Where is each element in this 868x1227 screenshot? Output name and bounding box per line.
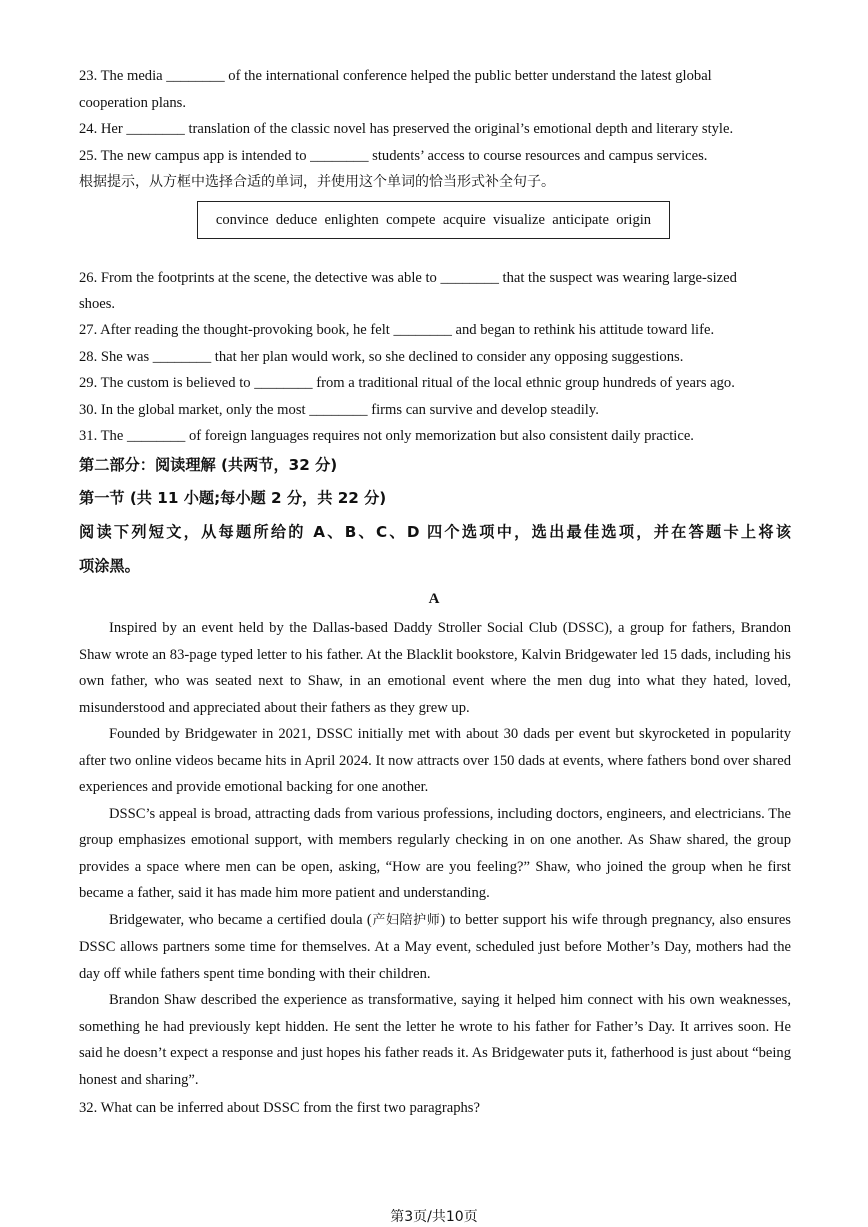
question-26-line2: shoes.	[79, 296, 116, 312]
paragraph-5: Brandon Shaw described the experience as transformative, saying it helped him connect with his own weaknesses, something he had previously kept hidden. He sent the letter he wrote to his father for Father’s Day. It arrives soon. He said he doesn’t expect a response and just hopes his father reads it. As Bridgewater puts it, fatherhood is just about “being honest and sharing”.	[79, 992, 791, 1088]
section-2-heading: 第二部分：阅读理解 (共两节，32 分)	[79, 456, 338, 474]
page-footer: 第3页/共10页	[390, 1209, 478, 1225]
paragraph-4-after: ) to better support his wife through pregnancy, also ensures DSSC allows partners some time for themselves. At a May event, scheduled just before Mother’s Day, mothers had the day off while fathers spent time bonding with their children.	[79, 911, 791, 982]
question-23-line1: 23. The media ________ of the international conference helped the public better understand the latest global	[79, 68, 712, 84]
question-26-line1: 26. From the footprints at the scene, the detective was able to ________ that the suspect was wearing large-sized	[79, 270, 737, 286]
word-bank-text: convince deduce enlighten compete acquire visualize anticipate origin	[215, 211, 652, 228]
paragraph-1: Inspired by an event held by the Dallas-based Daddy Stroller Social Club (DSSC), a group for fathers, Brandon Shaw wrote an 83-page typed letter to his father. At the Blacklit bookstore, Kalvin Bridgewater led 15 dads, including his own father, who was seated next to Shaw, in an emotional event where the men dug into what they hated, loved, misunderstood and appreciated about their fathers as they grew up.	[79, 620, 791, 716]
question-32: 32. What can be inferred about DSSC from the first two paragraphs?	[79, 1100, 480, 1116]
question-25: 25. The new campus app is intended to ________ students’ access to course resources and campus services.	[79, 148, 708, 164]
section-1-heading: 第一节 (共 11 小题;每小题 2 分，共 22 分)	[79, 489, 387, 507]
passage-body	[79, 615, 791, 1093]
word-bank-box	[197, 201, 670, 239]
paragraph-4-before: Bridgewater, who became a certified doula (	[109, 911, 372, 928]
paragraph-4-chinese-gloss: 产妇陪护师	[371, 912, 441, 928]
word-box-instruction: 根据提示，从方框中选择合适的单词，并使用这个单词的恰当形式补全句子。	[79, 174, 555, 190]
question-24: 24. Her ________ translation of the classic novel has preserved the original’s emotional depth and literary style.	[79, 121, 734, 137]
reading-instruction-line1: 阅读下列短文，从每题所给的 A、B、C、D 四个选项中，选出最佳选项，并在答题卡上将该	[79, 523, 791, 541]
paragraph-4	[79, 907, 791, 988]
paragraph-3: DSSC’s appeal is broad, attracting dads from various professions, including doctors, engineers, and electricians. The group emphasizes emotional support, with members regularly checking in on one another. As Shaw shared, the group provides a space where men can be open, asking, “How are you feeling?” Shaw, who joined the group when he first became a father, said it has made him more patient and understanding.	[79, 805, 791, 901]
question-28: 28. She was ________ that her plan would work, so she declined to consider any opposing suggestions.	[79, 349, 684, 365]
paragraph-2: Founded by Bridgewater in 2021, DSSC initially met with about 30 dads per event but skyrocketed in popularity after two online videos became hits in April 2024. It now attracts over 150 dads at events, where fathers bond over shared experiences and provide emotional backing for one another.	[79, 726, 791, 795]
reading-instruction-line2: 项涂黑。	[79, 557, 140, 575]
passage-title: A	[428, 591, 440, 607]
question-27: 27. After reading the thought-provoking book, he felt ________ and began to rethink his attitude toward life.	[79, 322, 715, 338]
question-30: 30. In the global market, only the most ________ firms can survive and develop steadily.	[79, 402, 599, 418]
question-23-line2: cooperation plans.	[79, 95, 186, 111]
question-31: 31. The ________ of foreign languages requires not only memorization but also consistent daily practice.	[79, 428, 694, 444]
question-29: 29. The custom is believed to ________ from a traditional ritual of the local ethnic group hundreds of years ago.	[79, 375, 735, 391]
